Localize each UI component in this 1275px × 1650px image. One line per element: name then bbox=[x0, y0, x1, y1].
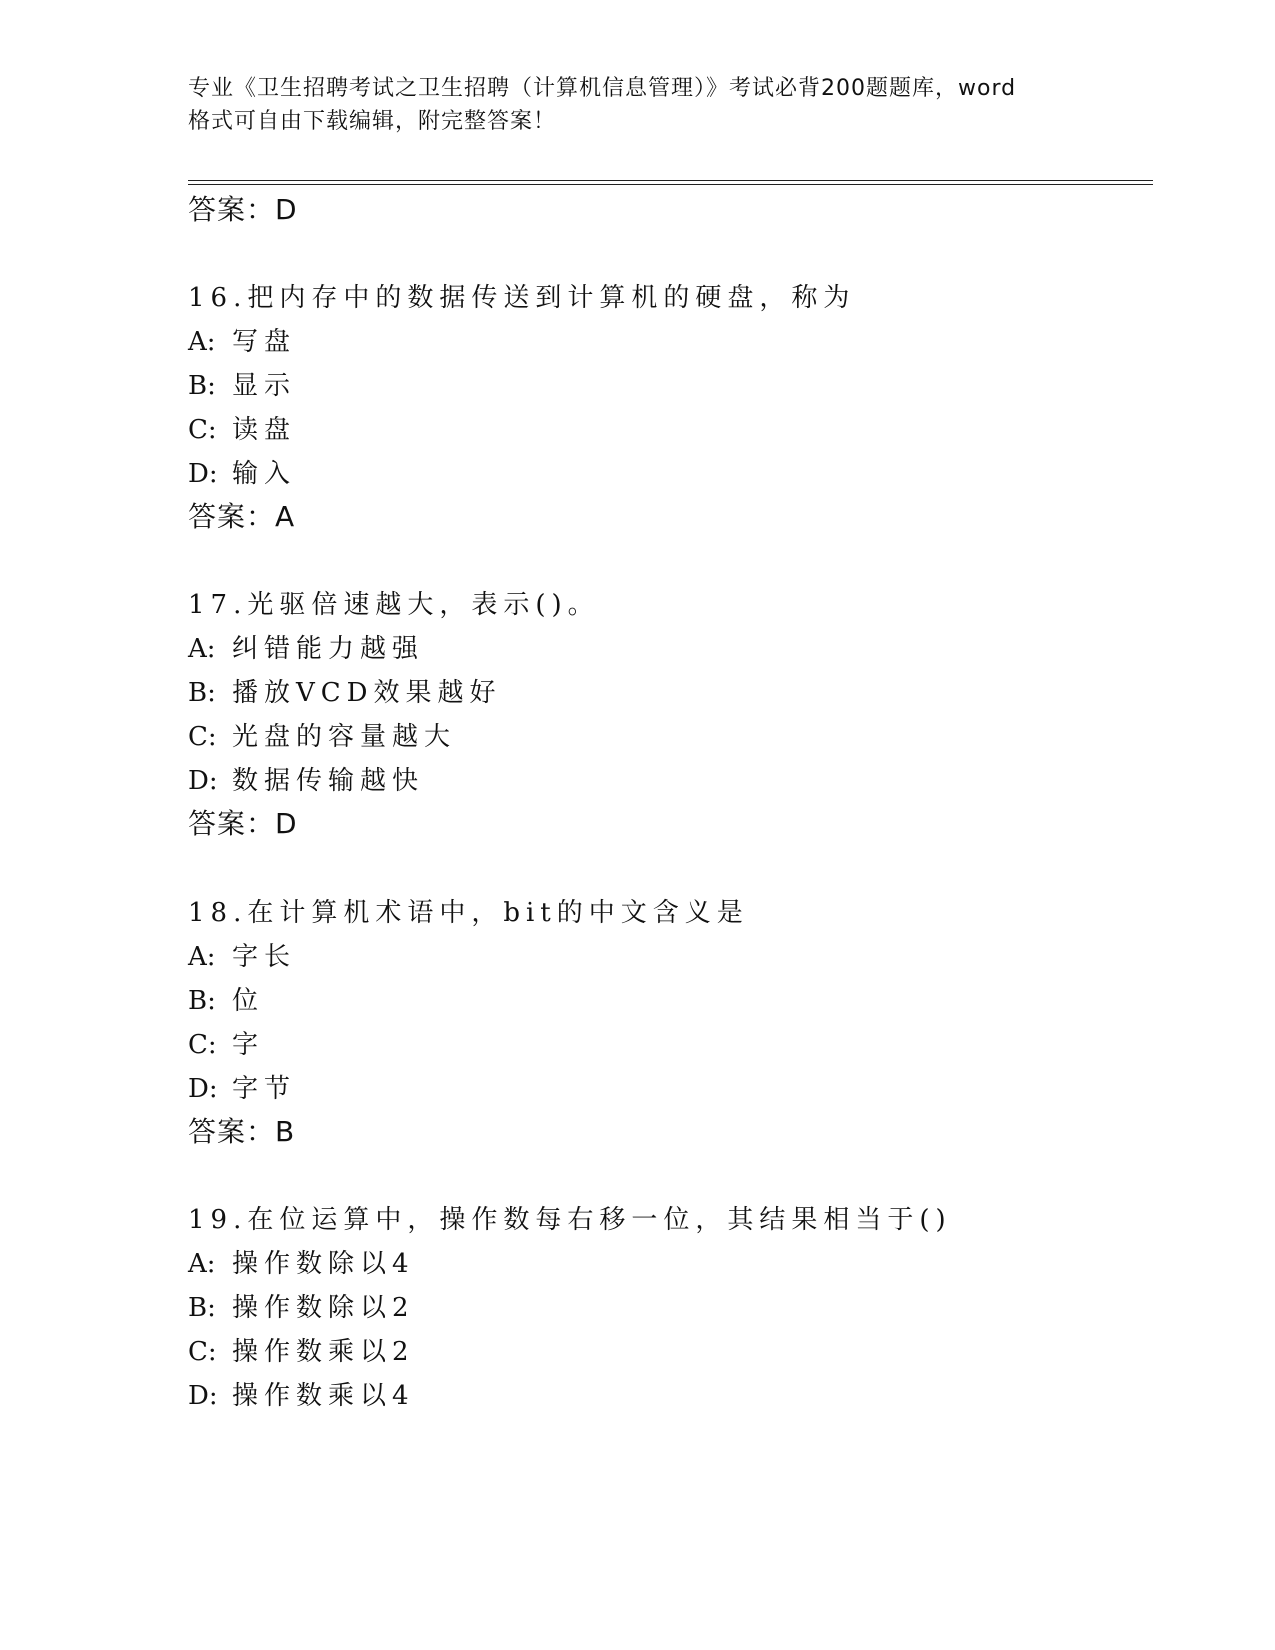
option-key: D: bbox=[188, 766, 218, 796]
header-line-2: 格式可自由下载编辑，附完整答案！ bbox=[188, 109, 557, 134]
answer-17: 答案：D bbox=[188, 807, 298, 840]
question-17-option-c bbox=[188, 720, 456, 754]
option-key: C: bbox=[188, 1030, 217, 1060]
option-key: D: bbox=[188, 459, 218, 489]
option-text: 纠错能力越强 bbox=[232, 634, 425, 664]
option-text: 操作数乘以2 bbox=[232, 1337, 415, 1367]
header-divider-top bbox=[188, 180, 1153, 181]
option-text: 写盘 bbox=[232, 327, 297, 357]
option-key: A: bbox=[188, 634, 216, 664]
option-text: 播放VCD效果越好 bbox=[232, 678, 502, 708]
question-18: 18.在计算机术语中，bit的中文含义是 bbox=[188, 898, 749, 928]
option-text: 数据传输越快 bbox=[232, 766, 425, 796]
option-key: C: bbox=[188, 1337, 217, 1367]
question-16: 16.把内存中的数据传送到计算机的硬盘，称为 bbox=[188, 283, 856, 313]
option-text: 输入 bbox=[232, 459, 297, 489]
question-19: 19.在位运算中，操作数每右移一位，其结果相当于() bbox=[188, 1205, 952, 1235]
option-text: 字长 bbox=[232, 942, 297, 972]
option-text: 操作数除以2 bbox=[232, 1293, 415, 1323]
question-18-option-b bbox=[188, 984, 264, 1018]
option-text: 操作数除以4 bbox=[232, 1249, 415, 1279]
question-17-option-a bbox=[188, 632, 424, 666]
question-17: 17.光驱倍速越大，表示()。 bbox=[188, 590, 600, 620]
question-18-option-a bbox=[188, 940, 296, 974]
option-key: A: bbox=[188, 327, 216, 357]
option-text: 显示 bbox=[232, 371, 297, 401]
header-line-1: 专业《卫生招聘考试之卫生招聘（计算机信息管理）》考试必背200题题库，word bbox=[188, 76, 1017, 101]
option-key: B: bbox=[188, 678, 216, 708]
question-16-option-d bbox=[188, 457, 296, 491]
option-text: 光盘的容量越大 bbox=[232, 722, 457, 752]
option-text: 操作数乘以4 bbox=[232, 1381, 415, 1411]
option-text: 位 bbox=[232, 986, 265, 1016]
option-key: D: bbox=[188, 1381, 218, 1411]
question-16-option-b bbox=[188, 369, 296, 403]
option-text: 字 bbox=[232, 1030, 265, 1060]
answer-18: 答案：B bbox=[188, 1115, 296, 1148]
question-17-option-d bbox=[188, 764, 424, 798]
document-header bbox=[188, 72, 1088, 138]
option-text: 读盘 bbox=[232, 415, 297, 445]
option-key: A: bbox=[188, 942, 216, 972]
answer-15: 答案：D bbox=[188, 193, 298, 226]
option-key: C: bbox=[188, 722, 217, 752]
question-18-option-c bbox=[188, 1028, 264, 1062]
question-19-option-a bbox=[188, 1247, 415, 1281]
question-17-option-b bbox=[188, 676, 502, 710]
question-16-option-c bbox=[188, 413, 296, 447]
question-19-option-c bbox=[188, 1335, 415, 1369]
option-key: B: bbox=[188, 371, 216, 401]
option-key: B: bbox=[188, 1293, 216, 1323]
option-text: 字节 bbox=[232, 1074, 297, 1104]
header-divider-bottom bbox=[188, 184, 1153, 185]
option-key: A: bbox=[188, 1249, 216, 1279]
question-18-option-d bbox=[188, 1072, 296, 1106]
answer-16: 答案：A bbox=[188, 500, 296, 533]
option-key: B: bbox=[188, 986, 216, 1016]
option-key: C: bbox=[188, 415, 217, 445]
question-19-option-d bbox=[188, 1379, 415, 1413]
option-key: D: bbox=[188, 1074, 218, 1104]
question-16-option-a bbox=[188, 325, 296, 359]
question-19-option-b bbox=[188, 1291, 415, 1325]
